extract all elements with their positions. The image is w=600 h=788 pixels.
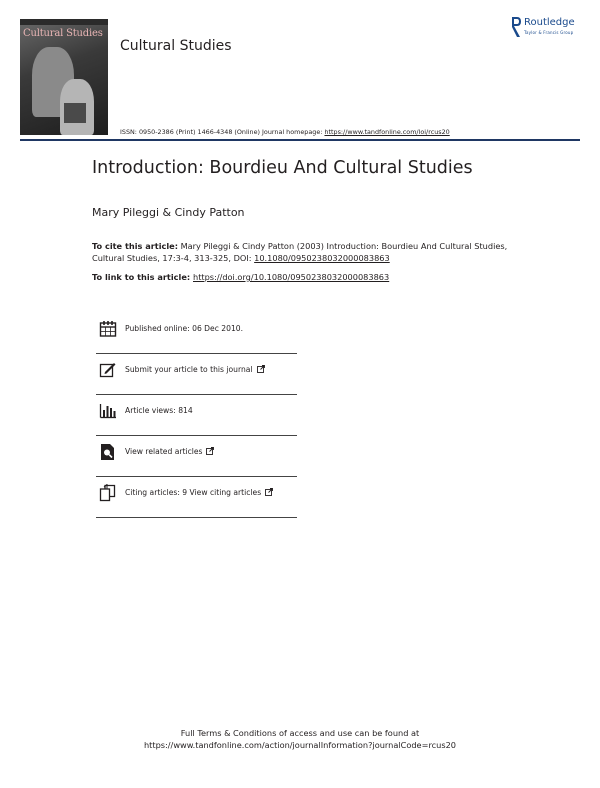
cover-photo-frame xyxy=(64,103,86,123)
bar-chart-icon xyxy=(99,402,117,420)
submit-article-link[interactable] xyxy=(125,365,265,375)
header-divider xyxy=(20,139,580,141)
published-online-row xyxy=(96,313,297,354)
journal-title: Cultural Studies xyxy=(120,38,232,54)
routledge-logo-icon xyxy=(510,16,520,38)
submit-article-label[interactable]: Submit your article to this journal xyxy=(125,365,253,374)
calendar-icon xyxy=(99,320,117,338)
citing-icon xyxy=(99,484,117,502)
citing-articles-row[interactable] xyxy=(96,477,297,518)
doi-link[interactable]: 10.1080/0950238032000083863 xyxy=(254,253,390,263)
publisher-subtitle: Taylor & Francis Group xyxy=(524,30,574,35)
related-articles-label[interactable]: View related articles xyxy=(125,447,203,456)
publisher-name: Routledge xyxy=(524,17,575,28)
journal-cover-image xyxy=(20,19,108,135)
cite-text: Mary Pileggi & Cindy Patton (2003) Introduction: Bourdieu And Cultural Studies, Cultural Studies, 17:3-4, 313-325, DOI: xyxy=(92,241,508,263)
issn-line xyxy=(120,128,450,136)
cover-top-strip xyxy=(20,19,108,25)
article-authors: Mary Pileggi & Cindy Patton xyxy=(92,206,245,219)
citing-articles-label[interactable]: Citing articles: 9 View citing articles xyxy=(125,488,262,497)
external-link-icon xyxy=(265,488,273,498)
footer-terms-text: Full Terms & Conditions of access and use can be found at xyxy=(180,728,420,738)
external-link-icon xyxy=(257,365,265,375)
footer-terms xyxy=(0,727,600,751)
cite-label: To cite this article: xyxy=(92,241,178,251)
article-links-list xyxy=(96,313,297,518)
issn-text: ISSN: 0950-2386 (Print) 1466-4348 (Online) Journal homepage: xyxy=(120,128,325,136)
article-link-line xyxy=(92,272,389,282)
journal-homepage-link[interactable]: https://www.tandfonline.com/loi/rcus20 xyxy=(324,128,450,136)
related-articles-row[interactable] xyxy=(96,436,297,477)
cover-title: Cultural Studies xyxy=(23,28,103,39)
article-views-text: Article views: 814 xyxy=(125,406,193,415)
published-online-text: Published online: 06 Dec 2010. xyxy=(125,324,244,333)
edit-icon xyxy=(99,361,117,379)
link-label: To link to this article: xyxy=(92,272,193,282)
footer-terms-link[interactable]: https://www.tandfonline.com/action/journalInformation?journalCode=rcus20 xyxy=(143,740,457,750)
citation-block xyxy=(92,240,522,264)
routledge-logo xyxy=(510,16,586,42)
external-link-icon xyxy=(206,447,214,457)
search-document-icon xyxy=(99,443,117,461)
article-title: Introduction: Bourdieu And Cultural Studies xyxy=(92,158,473,178)
related-articles-link[interactable] xyxy=(125,447,214,457)
article-views-row xyxy=(96,395,297,436)
article-doi-url-link[interactable]: https://doi.org/10.1080/0950238032000083863 xyxy=(193,272,390,282)
submit-article-row[interactable] xyxy=(96,354,297,395)
citing-articles-link[interactable] xyxy=(125,488,273,498)
